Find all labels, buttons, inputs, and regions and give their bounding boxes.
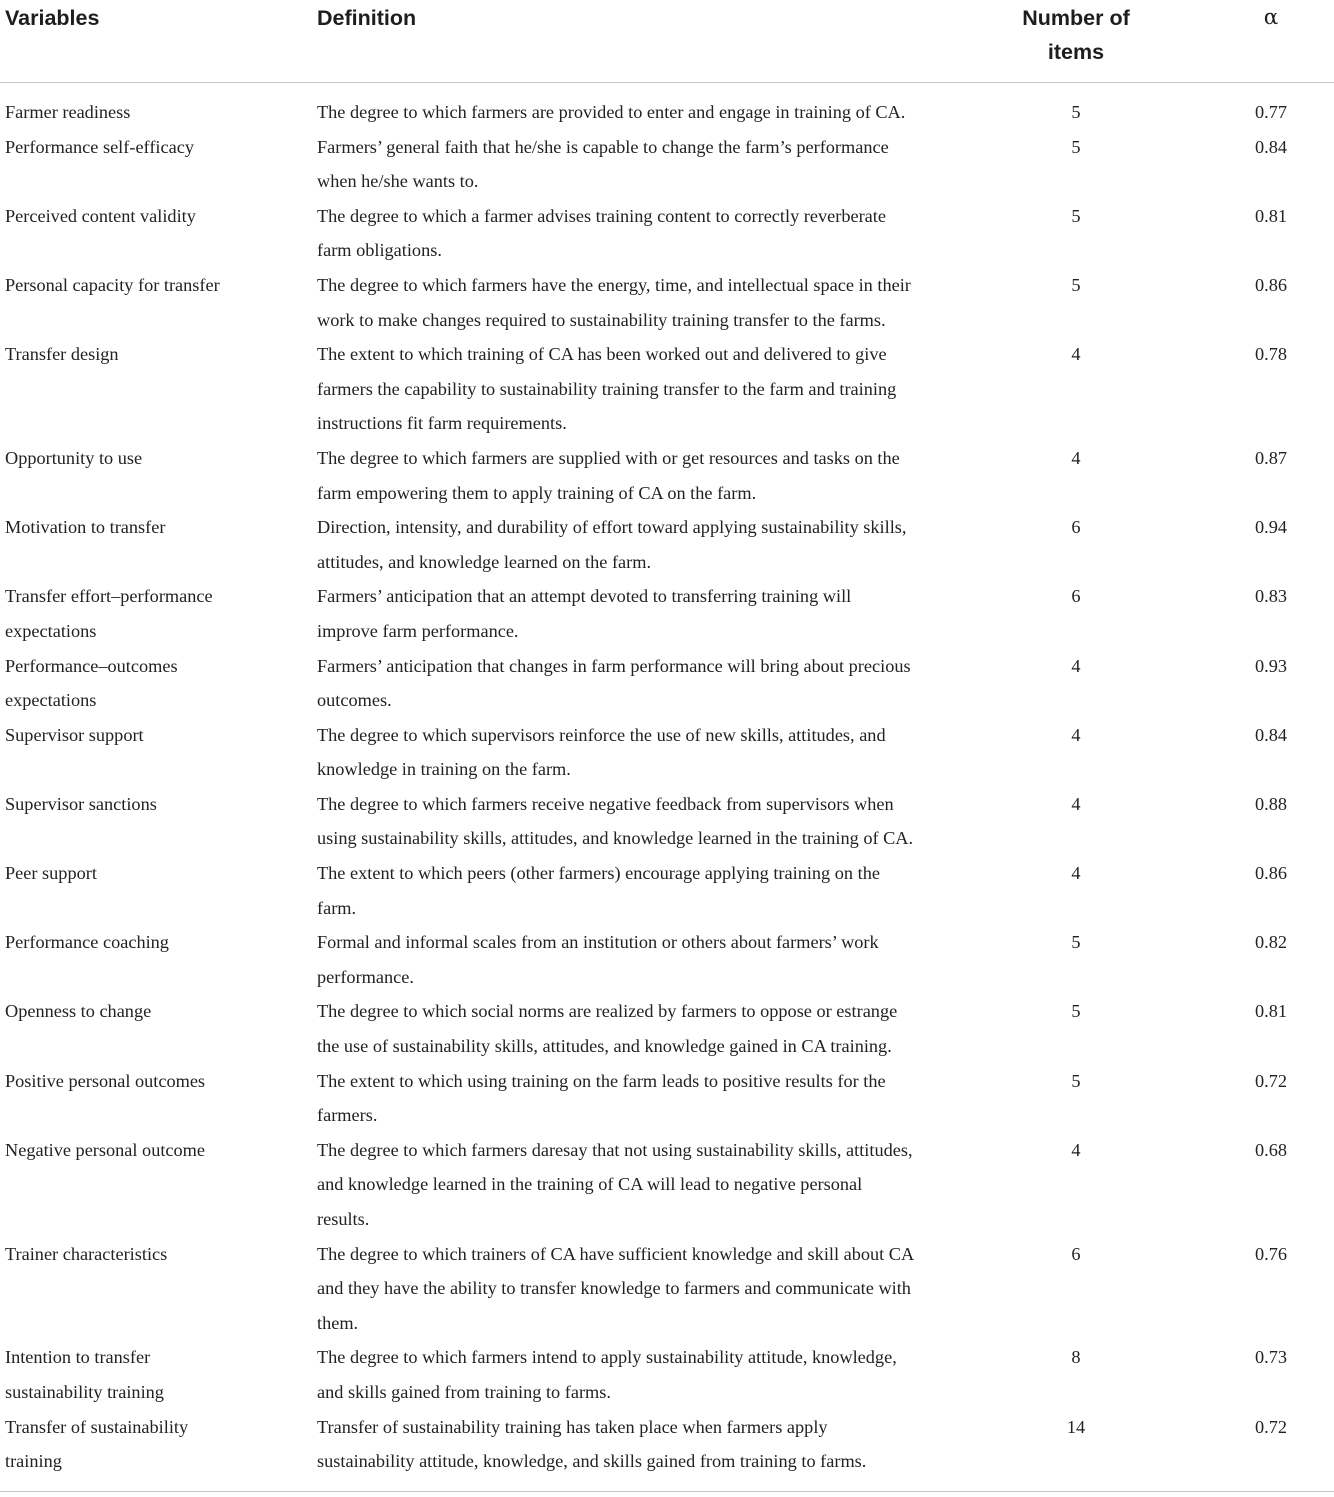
- cell-alpha: 0.83: [1255, 586, 1287, 607]
- header-number-of-items: [1010, 1, 1142, 69]
- header-variables: Variables: [5, 6, 100, 30]
- cell-number-of-items: 5: [1071, 1070, 1081, 1091]
- cell-number-of-items: 4: [1071, 724, 1081, 745]
- cell-variable: [0, 199, 312, 268]
- definition-line: The degree to which farmers daresay that not using sustainability skills, attitudes,: [317, 1139, 913, 1160]
- cell-number-of-items: 5: [1071, 205, 1081, 226]
- variable-line: Performance coaching: [5, 932, 169, 953]
- cell-definition: [312, 441, 944, 510]
- cell-definition: [312, 1064, 944, 1133]
- definition-line: farm.: [317, 897, 357, 918]
- definition-line: and skills gained from training to farms.: [317, 1381, 611, 1402]
- definition-line: The degree to which farmers are provided to enter and engage in training of CA.: [317, 102, 906, 122]
- table-header: [0, 0, 1334, 83]
- definition-line: when he/she wants to.: [317, 171, 479, 192]
- variable-line: Performance–outcomes: [5, 655, 178, 676]
- definition-line: The extent to which using training on the farm leads to positive results for the: [317, 1070, 886, 1091]
- cell-alpha: 0.72: [1255, 1416, 1287, 1437]
- variable-line: Motivation to transfer: [5, 517, 166, 538]
- table-row: [0, 994, 1334, 1063]
- cell-alpha: 0.86: [1255, 863, 1287, 884]
- variable-line: Performance self-efficacy: [5, 136, 194, 157]
- cell-alpha: 0.82: [1255, 932, 1287, 953]
- definition-line: using sustainability skills, attitudes, and knowledge learned in the training of CA.: [317, 828, 914, 849]
- table-row: [0, 130, 1334, 199]
- cell-number-of-items: 4: [1071, 344, 1081, 365]
- cell-variable: [0, 856, 312, 925]
- cell-alpha: 0.77: [1255, 102, 1287, 122]
- cell-alpha: 0.78: [1255, 344, 1287, 365]
- cell-variable: [0, 337, 312, 441]
- table-row: [0, 95, 1334, 130]
- table-bottom-rule: [0, 1491, 1334, 1492]
- definition-line: attitudes, and knowledge learned on the farm.: [317, 551, 652, 572]
- variable-line: Peer support: [5, 863, 97, 884]
- definition-line: and knowledge learned in the training of CA will lead to negative personal: [317, 1174, 863, 1195]
- definition-line: The degree to which farmers receive negative feedback from supervisors when: [317, 793, 894, 814]
- cell-variable: [0, 787, 312, 856]
- cell-variable: [0, 1237, 312, 1341]
- variable-line: Supervisor support: [5, 724, 144, 745]
- definition-line: sustainability attitude, knowledge, and skills gained from training to farms.: [317, 1451, 867, 1472]
- definition-line: Farmers’ anticipation that an attempt devoted to transferring training will: [317, 586, 852, 607]
- cell-variable: [0, 579, 312, 648]
- cell-number-of-items: 6: [1071, 1243, 1081, 1264]
- table-row: [0, 718, 1334, 787]
- table-body: [0, 95, 1334, 1479]
- table-row: [0, 1237, 1334, 1341]
- definition-line: work to make changes required to sustainability training transfer to the farms.: [317, 309, 886, 330]
- header-number-of-items-line1: Number of: [1022, 6, 1130, 30]
- cell-variable: [0, 268, 312, 337]
- variable-line: Trainer characteristics: [5, 1243, 168, 1264]
- table-row: [0, 579, 1334, 648]
- variable-line: Negative personal outcome: [5, 1139, 206, 1160]
- table-row: [0, 199, 1334, 268]
- variable-line: Transfer effort–performance: [5, 586, 213, 607]
- definition-line: The degree to which trainers of CA have sufficient knowledge and skill about CA: [317, 1243, 915, 1264]
- cell-variable: [0, 441, 312, 510]
- cell-number-of-items: 4: [1071, 447, 1081, 468]
- table-row: [0, 337, 1334, 441]
- cell-variable: [0, 718, 312, 787]
- cell-alpha: 0.93: [1255, 655, 1287, 676]
- cell-definition: [312, 787, 944, 856]
- table-row: [0, 1340, 1334, 1409]
- variable-line: sustainability training: [5, 1381, 164, 1402]
- cell-variable: [0, 649, 312, 718]
- definition-line: The degree to which farmers intend to apply sustainability attitude, knowledge,: [317, 1347, 897, 1368]
- definition-line: them.: [317, 1312, 359, 1333]
- variable-line: Positive personal outcomes: [5, 1070, 206, 1091]
- cell-variable: [0, 1410, 312, 1479]
- cell-variable: [0, 925, 312, 994]
- cell-variable: [0, 1340, 312, 1409]
- definition-line: Farmers’ general faith that he/she is capable to change the farm’s performance: [317, 136, 889, 157]
- cell-variable: [0, 1133, 312, 1237]
- cell-definition: [312, 649, 944, 718]
- variable-line: Intention to transfer: [5, 1347, 151, 1368]
- definition-line: farmers.: [317, 1105, 378, 1126]
- table-row: [0, 649, 1334, 718]
- cell-definition: [312, 130, 944, 199]
- cell-definition: [312, 579, 944, 648]
- table-row: [0, 925, 1334, 994]
- cell-definition: [312, 1410, 944, 1479]
- definition-line: The degree to which social norms are realized by farmers to oppose or estrange: [317, 1001, 898, 1022]
- variable-line: Personal capacity for transfer: [5, 274, 220, 295]
- variable-line: Farmer readiness: [5, 102, 131, 122]
- cell-variable: [0, 1064, 312, 1133]
- cell-definition: [312, 1237, 944, 1341]
- cell-variable: [0, 130, 312, 199]
- cell-variable: [0, 510, 312, 579]
- variable-line: Perceived content validity: [5, 205, 196, 226]
- cell-number-of-items: 5: [1071, 136, 1081, 157]
- variable-line: Opportunity to use: [5, 447, 143, 468]
- cell-alpha: 0.84: [1255, 136, 1287, 157]
- cell-alpha: 0.81: [1255, 205, 1287, 226]
- table-row: [0, 1133, 1334, 1237]
- definition-line: Formal and informal scales from an institution or others about farmers’ work: [317, 932, 879, 953]
- definition-line: improve farm performance.: [317, 620, 519, 641]
- variable-line: expectations: [5, 620, 97, 641]
- cell-number-of-items: 4: [1071, 655, 1081, 676]
- cell-alpha: 0.86: [1255, 274, 1287, 295]
- definition-line: farm obligations.: [317, 240, 442, 261]
- cell-definition: [312, 268, 944, 337]
- cell-definition: [312, 718, 944, 787]
- definition-line: The extent to which peers (other farmers) encourage applying training on the: [317, 863, 880, 884]
- cell-definition: [312, 1133, 944, 1237]
- definition-line: performance.: [317, 966, 414, 987]
- header-number-of-items-line2: items: [1047, 40, 1105, 64]
- definition-line: farm empowering them to apply training of CA on the farm.: [317, 482, 757, 503]
- cell-definition: [312, 337, 944, 441]
- cell-alpha: 0.72: [1255, 1070, 1287, 1091]
- cell-number-of-items: 4: [1071, 793, 1081, 814]
- cell-alpha: 0.88: [1255, 793, 1287, 814]
- cell-number-of-items: 8: [1071, 1347, 1081, 1368]
- header-definition: Definition: [317, 6, 417, 30]
- cell-alpha: 0.84: [1255, 724, 1287, 745]
- definition-line: instructions fit farm requirements.: [317, 413, 567, 434]
- cell-number-of-items: 5: [1071, 932, 1081, 953]
- cell-number-of-items: 6: [1071, 586, 1081, 607]
- table-row: [0, 268, 1334, 337]
- variable-line: training: [5, 1451, 62, 1472]
- definition-line: the use of sustainability skills, attitudes, and knowledge gained in CA training.: [317, 1036, 892, 1057]
- definition-line: The degree to which supervisors reinforce the use of new skills, attitudes, and: [317, 724, 886, 745]
- variable-line: expectations: [5, 690, 97, 711]
- cell-number-of-items: 14: [1066, 1416, 1086, 1437]
- table-row: [0, 1410, 1334, 1479]
- definition-line: knowledge in training on the farm.: [317, 759, 571, 780]
- cell-alpha: 0.81: [1255, 1001, 1287, 1022]
- cell-number-of-items: 4: [1071, 863, 1081, 884]
- variable-line: Supervisor sanctions: [5, 793, 157, 814]
- cell-number-of-items: 5: [1071, 274, 1081, 295]
- cell-alpha: 0.94: [1255, 517, 1287, 538]
- table-row: [0, 856, 1334, 925]
- definition-line: and they have the ability to transfer knowledge to farmers and communicate with: [317, 1278, 911, 1299]
- cell-definition: [312, 199, 944, 268]
- cell-alpha: 0.76: [1255, 1243, 1287, 1264]
- cell-definition: [312, 95, 944, 130]
- cell-number-of-items: 4: [1071, 1139, 1081, 1160]
- definition-line: The degree to which farmers have the energy, time, and intellectual space in their: [317, 274, 911, 295]
- table-row: [0, 1064, 1334, 1133]
- table-row: [0, 510, 1334, 579]
- table-row: [0, 787, 1334, 856]
- variable-line: Transfer of sustainability: [5, 1416, 189, 1437]
- definition-line: farmers the capability to sustainability training transfer to the farm and training: [317, 378, 897, 399]
- cell-definition: [312, 510, 944, 579]
- definition-line: Direction, intensity, and durability of effort toward applying sustainability skills,: [317, 517, 907, 538]
- variable-line: Openness to change: [5, 1001, 152, 1022]
- cell-definition: [312, 925, 944, 994]
- cell-alpha: 0.87: [1255, 447, 1287, 468]
- definition-line: The degree to which farmers are supplied with or get resources and tasks on the: [317, 447, 900, 468]
- definition-line: Transfer of sustainability training has taken place when farmers apply: [317, 1416, 828, 1437]
- cell-alpha: 0.73: [1255, 1347, 1287, 1368]
- definition-line: The extent to which training of CA has been worked out and delivered to give: [317, 344, 887, 365]
- table-row: [0, 441, 1334, 510]
- cell-number-of-items: 5: [1071, 102, 1081, 122]
- cell-variable: [0, 95, 312, 130]
- cell-definition: [312, 856, 944, 925]
- cell-variable: [0, 994, 312, 1063]
- definition-line: results.: [317, 1209, 370, 1229]
- cell-definition: [312, 994, 944, 1063]
- definition-line: outcomes.: [317, 690, 392, 711]
- variable-line: Transfer design: [5, 344, 119, 365]
- cell-number-of-items: 5: [1071, 1001, 1081, 1022]
- definition-line: Farmers’ anticipation that changes in farm performance will bring about precious: [317, 655, 911, 676]
- cell-definition: [312, 1340, 944, 1409]
- cell-alpha: 0.68: [1255, 1139, 1287, 1160]
- header-alpha: α: [1263, 5, 1279, 30]
- cell-number-of-items: 6: [1071, 517, 1081, 538]
- definition-line: The degree to which a farmer advises training content to correctly reverberate: [317, 205, 886, 226]
